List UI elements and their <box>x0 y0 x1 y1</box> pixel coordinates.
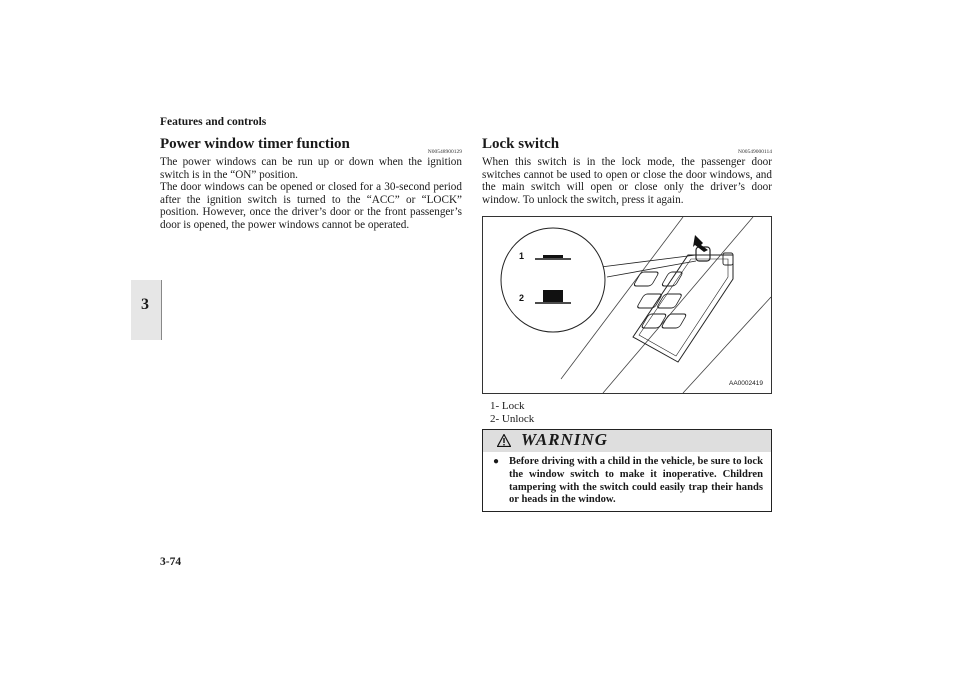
warning-title: WARNING <box>521 430 608 450</box>
left-reference-code: N00548900129 <box>427 149 462 155</box>
warning-header <box>483 430 771 452</box>
left-paragraph-1: The power windows can be run up or down when the ignition switch is in the “ON” position. <box>160 156 462 181</box>
page-number: 3-74 <box>160 556 182 568</box>
left-heading-row <box>160 136 462 156</box>
chapter-number: 3 <box>141 296 149 313</box>
warning-triangle-icon <box>497 434 511 447</box>
figure-legend <box>482 400 772 425</box>
warning-body <box>483 452 771 510</box>
lock-switch-paragraph: When this switch is in the lock mode, the passenger door switches cannot be used to open or close the door windows, and the main switch will open or close only the driver’s door window. To unlock the switch, press it again. <box>482 156 772 206</box>
legend-item-lock: 1- Lock <box>490 400 525 413</box>
power-window-timer-heading: Power window timer function <box>160 136 350 152</box>
right-reference-code: N00549000114 <box>737 149 772 155</box>
lock-switch-heading: Lock switch <box>482 136 560 152</box>
section-header: Features and controls <box>160 116 267 128</box>
warning-box <box>482 429 772 511</box>
lock-switch-figure <box>482 216 772 394</box>
callout-label-2: 2 <box>519 293 525 304</box>
callout-label-1: 1 <box>519 251 525 262</box>
warning-bullet: ● <box>493 456 500 468</box>
right-column <box>482 136 772 512</box>
left-column <box>160 136 462 232</box>
legend-item-unlock: 2- Unlock <box>490 412 535 425</box>
window-switch-illustration <box>483 217 771 393</box>
right-heading-row <box>482 136 772 156</box>
figure-code: AA0002419 <box>729 380 763 388</box>
warning-text: Before driving with a child in the vehicle, be sure to lock the window switch to make it inoperative. Children tampering with the switch could easily trap their hands or heads in the window. <box>509 456 763 506</box>
left-paragraph-2: The door windows can be opened or closed for a 30-second period after the ignition switch is turned to the “ACC” or “LOCK” position. However, once the driver’s door or the front passenger’s door is opened, the power windows cannot be operated. <box>160 181 462 231</box>
